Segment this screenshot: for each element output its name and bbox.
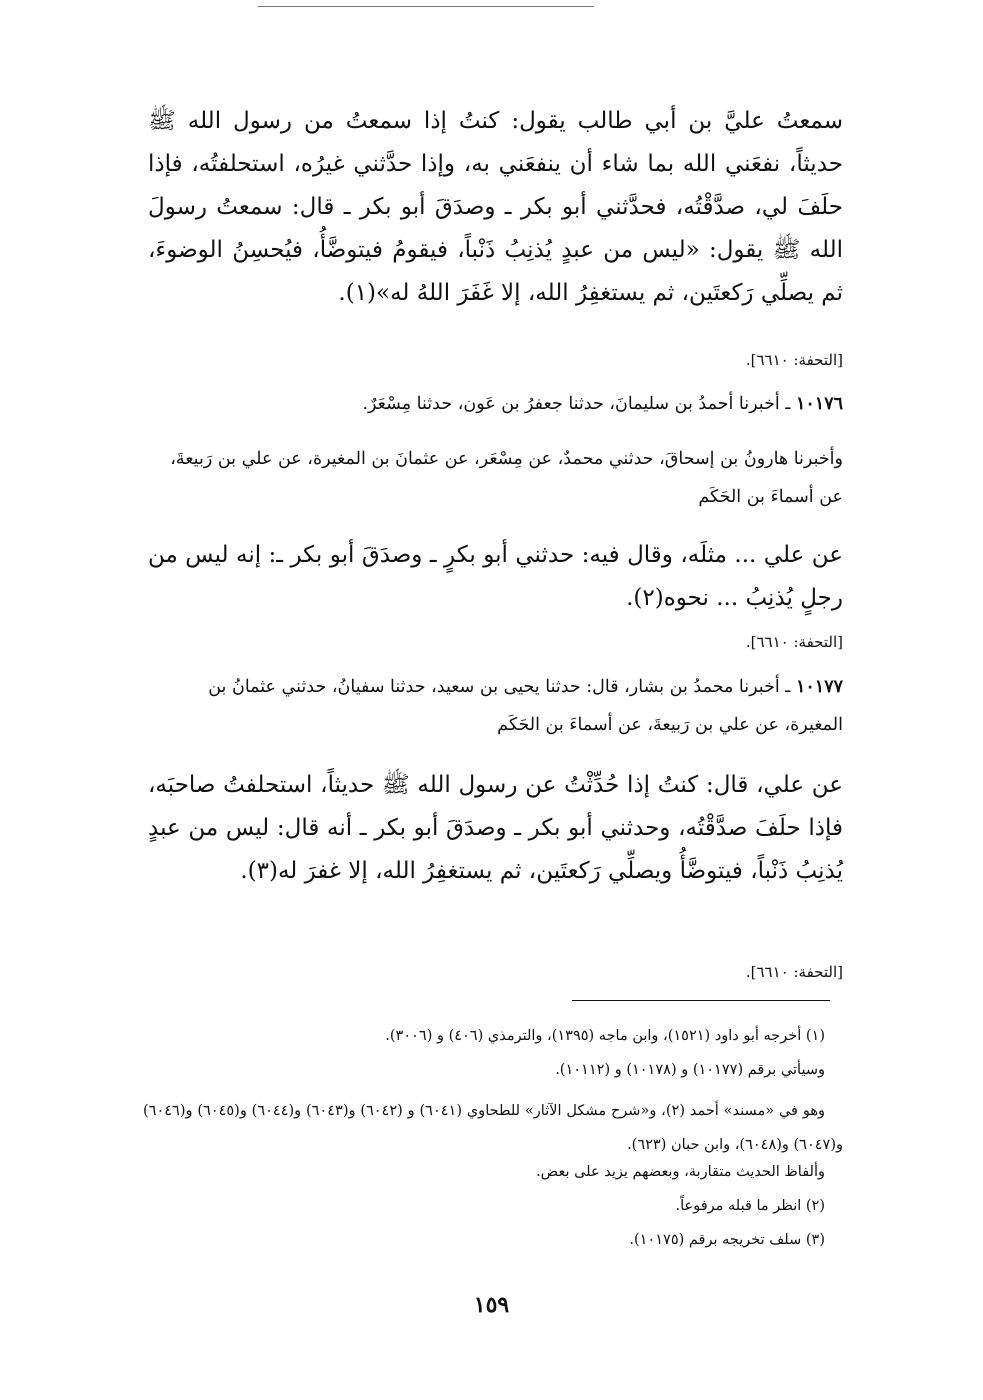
tuhfa-reference-3: [التحفة: ٦٦١٠].	[745, 963, 843, 981]
footnote-1-line-3: وهو في «مسند» أحمد (٢)، و«شرح مشكل الآثار» للطحاوي (٦٠٤١) و (٦٠٤٢) و(٦٠٤٣) و(٦٠٤٤) و(٦٠٤٥) و(٦٠٤٦) و(٦٠٤٧) و(٦٠٤٨)، وابن حبان (٦٢٣).	[143, 1103, 843, 1153]
footnote-2: (٢) انظر ما قبله مرفوعاً.	[675, 1198, 825, 1214]
tuhfa-reference-1: [التحفة: ٦٦١٠].	[745, 351, 843, 369]
paragraph-hadith-text-2: عن علي ... مثلَه، وقال فيه: حدثني أبو بكرٍ ـ وصدَقَ أبو بكر ـ: إنه ليس من رجلٍ يُذنِبُ ... نحوه(٢).	[148, 542, 843, 611]
paragraph-hadith-text-3: عن علي، قال: كنتُ إذا حُدِّثْتُ عن رسول الله ﷺ حديثاً، استحلفتُ صاحبَه، فإذا حلَفَ صدَّقْتُه، وحدثني أبو بكر ـ وصدَقَ أبو بكر ـ أنه قال: ليس من عبدٍ يُذنِبُ ذَنْباً، فيتوضَّأُ ويصلِّي رَكعتَين، ثم يستغفِرُ الله، إلا غفرَ له(٣).	[148, 772, 843, 884]
footnote-1: (١) أخرجه أبو داود (١٥٢١)، وابن ماجه (١٣٩٥)، والترمذي (٤٠٦) و (٣٠٠٦).	[385, 1028, 825, 1044]
hadith-10177-chain: ـ أخبرنا محمدُ بن بشار، قال: حدثنا يحيى بن سعيد، حدثنا سفيانُ، حدثني عثمانُ بن المغيرة، عن علي بن رَبيعةَ، عن أسماءَ بن الحَكَم	[208, 677, 843, 735]
header-rule	[258, 6, 594, 7]
hadith-number-10177: ١٠١٧٧	[796, 677, 843, 697]
paragraph-hadith-text-1: سمعتُ عليَّ بن أبي طالب يقول: كنتُ إذا سمعتُ من رسول الله ﷺ حديثاً، نفعَني الله بما شاء أن ينفعَني به، وإذا حدَّثني غيرُه، استحلفتُه، فإذا حلَفَ لي، صدَّقْتُه، فحدَّثني أبو بكر ـ وصدَقَ أبو بكر ـ قال: سمعتُ رسولَ الله ﷺ يقول: «ليس من عبدٍ يُذنِبُ ذَنْباً، فيقومُ فيتوضَّأُ، فيُحسِنُ الوضوءَ، ثم يصلِّي رَكعتَين، ثم يستغفِرُ الله، إلا غَفَرَ اللهُ له»(١).	[148, 108, 843, 306]
hadith-10176-chain: ـ أخبرنا أحمدُ بن سليمانَ، حدثنا جعفرُ بن عَون، حدثنا مِسْعَرٌ.	[362, 394, 796, 414]
hadith-10176-isnad	[148, 384, 843, 424]
hadith-number-10176: ١٠١٧٦	[796, 394, 843, 414]
hadith-10177-isnad	[148, 668, 843, 744]
footnote-separator	[572, 1000, 830, 1001]
page-number: ١٥٩	[473, 1292, 510, 1318]
footnote-1-line-2: وسيأتي برقم (١٠١٧٧) و (١٠١٧٨) و (١٠١١٢).	[555, 1062, 825, 1078]
footnote-1-line-4: وألفاظ الحديث متقاربة، وبعضهم يزيد على بعض.	[536, 1164, 825, 1180]
footnote-3: (٣) سلف تخريجه برقم (١٠١٧٥).	[629, 1232, 825, 1248]
tuhfa-reference-2: [التحفة: ٦٦١٠].	[745, 633, 843, 651]
paragraph-isnad-2: وأخبرنا هارونُ بن إسحاقَ، حدثني محمدٌ، عن مِسْعَر، عن عثمانَ بن المغيرة، عن علي بن رَبيعةَ، عن أسماءَ بن الحَكَم	[170, 449, 843, 507]
